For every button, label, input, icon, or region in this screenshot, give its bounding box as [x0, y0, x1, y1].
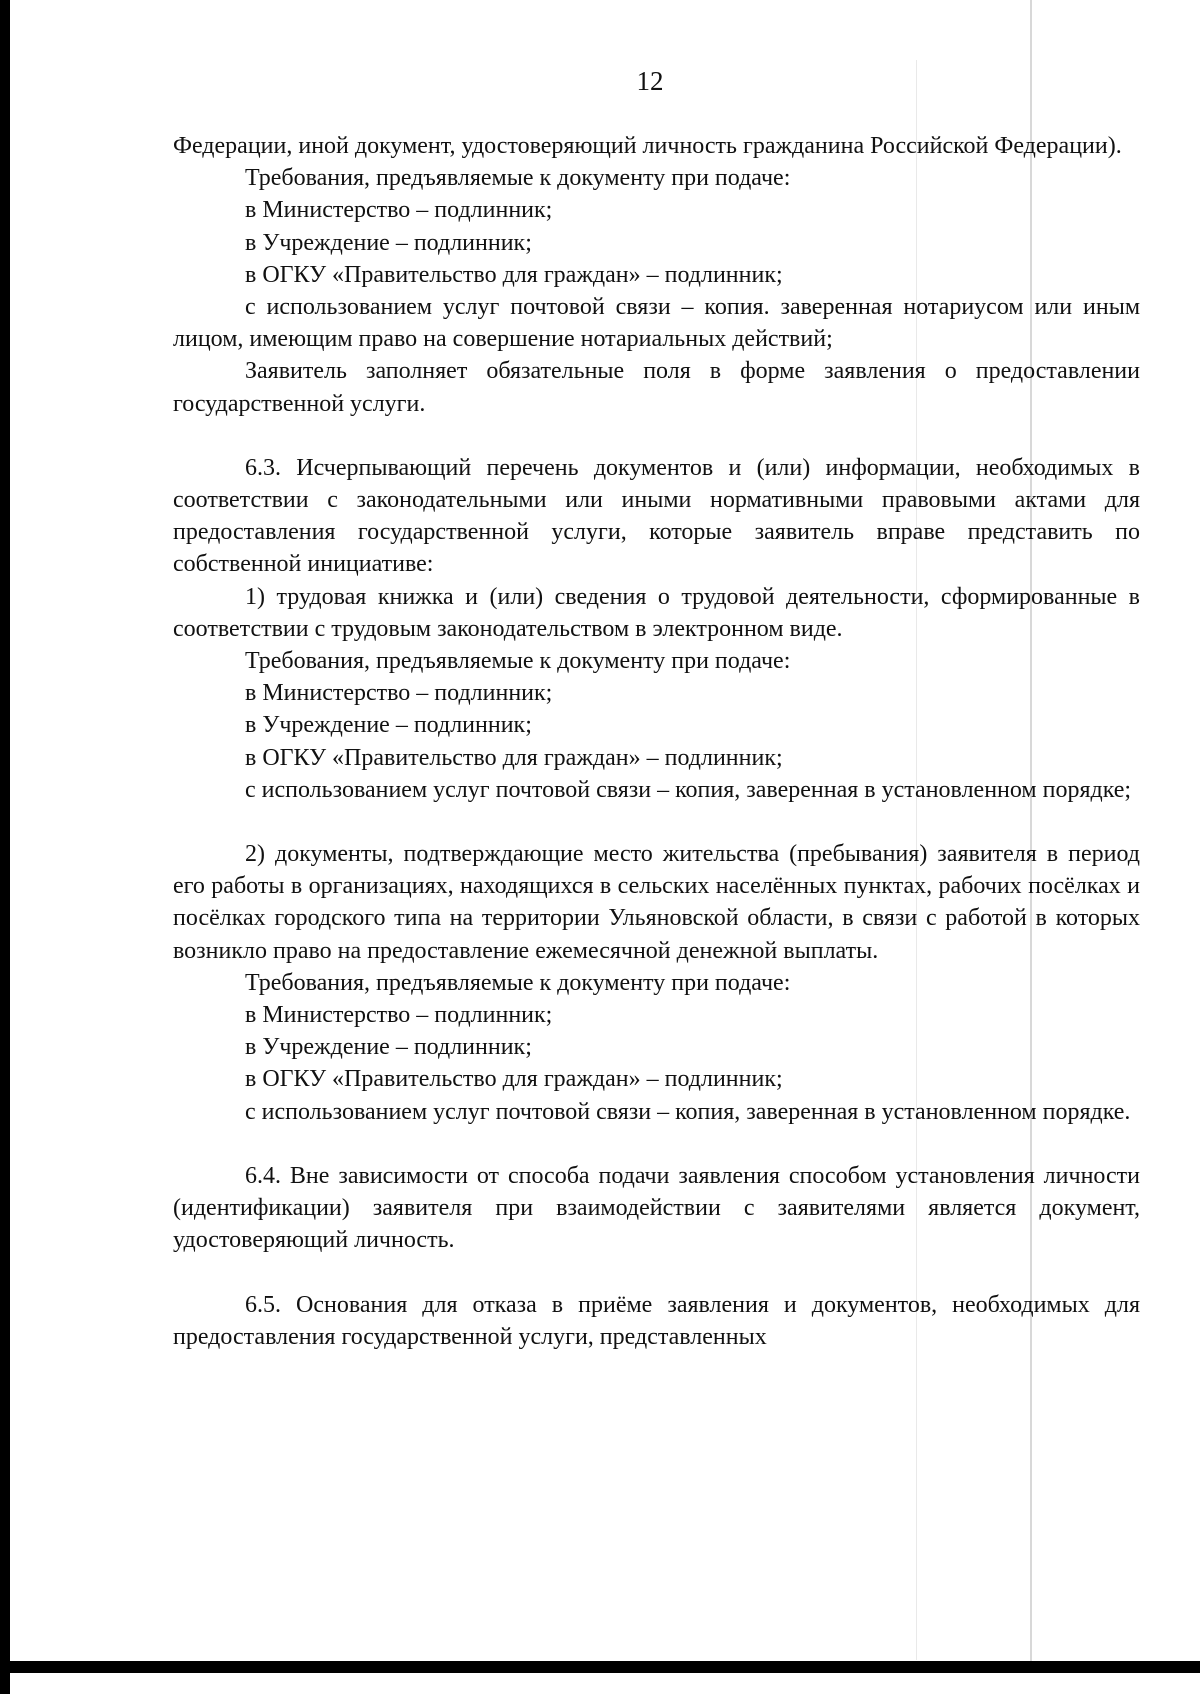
paragraph-gap	[173, 806, 1140, 838]
paragraph: в Учреждение – подлинник;	[245, 712, 532, 739]
section-6-3: 6.3. Исчерпывающий перечень документов и (или) информации, необходимых в соответствии с законодательными или иными нормативными правовыми актами для предоставления государственной услуги, которые заявитель вправе представить по собственной инициативе:	[173, 454, 1140, 578]
paragraph: в Учреждение – подлинник;	[245, 229, 532, 256]
paragraph: с использованием услуг почтовой связи – копия, заверенная в установленном порядке;	[245, 776, 1132, 803]
list-item: 1) трудовая книжка и (или) сведения о трудовой деятельности, сформированные в соответствии с трудовым законодательством в электронном виде.	[173, 583, 1140, 642]
scan-bottom-edge	[0, 1661, 1200, 1673]
list-item: 2) документы, подтверждающие место жительства (пребывания) заявителя в период его работы в организациях, находящихся в сельских населённых пунктах, рабочих посёлках и посёлках городского типа на территории Ульяновской области, в связи с работой в которых возникло право на предоставление ежемесячной денежной выплаты.	[173, 841, 1140, 964]
paragraph: в ОГКУ «Правительство для граждан» – подлинник;	[245, 744, 783, 771]
paragraph: Заявитель заполняет обязательные поля в форме заявления о предоставлении государственной услуги.	[173, 358, 1140, 417]
paragraph: Требования, предъявляемые к документу при подаче:	[245, 648, 791, 675]
paragraph: с использованием услуг почтовой связи – копия, заверенная в установленном порядке.	[245, 1098, 1131, 1125]
document-body	[173, 130, 1140, 1353]
paragraph-gap	[173, 1128, 1140, 1160]
paragraph: в Министерство – подлинник;	[245, 1002, 553, 1029]
paragraph: в Министерство – подлинник;	[245, 680, 553, 707]
paragraph: Требования, предъявляемые к документу при подаче:	[245, 165, 791, 192]
paragraph: в ОГКУ «Правительство для граждан» – подлинник;	[245, 1066, 783, 1093]
paragraph: в Учреждение – подлинник;	[245, 1034, 532, 1061]
paragraph-gap	[173, 1257, 1140, 1289]
paragraph: в ОГКУ «Правительство для граждан» – подлинник;	[245, 261, 783, 288]
section-6-5: 6.5. Основания для отказа в приёме заявления и документов, необходимых для предоставления государственной услуги, представленных	[173, 1291, 1140, 1350]
paragraph: с использованием услуг почтовой связи – копия. заверенная нотариусом или иным лицом, имеющим право на совершение нотариальных действий;	[173, 294, 1140, 353]
paragraph: Требования, предъявляемые к документу при подаче:	[245, 969, 791, 996]
page-number: 12	[636, 66, 664, 96]
paragraph: Федерации, иной документ, удостоверяющий личность гражданина Российской Федерации).	[173, 133, 1122, 159]
paragraph-gap	[173, 420, 1140, 452]
scan-left-edge	[0, 0, 10, 1694]
section-6-4: 6.4. Вне зависимости от способа подачи заявления способом установления личности (идентификации) заявителя при взаимодействии с заявителями является документ, удостоверяющий личность.	[173, 1162, 1140, 1254]
paragraph: в Министерство – подлинник;	[245, 197, 553, 224]
